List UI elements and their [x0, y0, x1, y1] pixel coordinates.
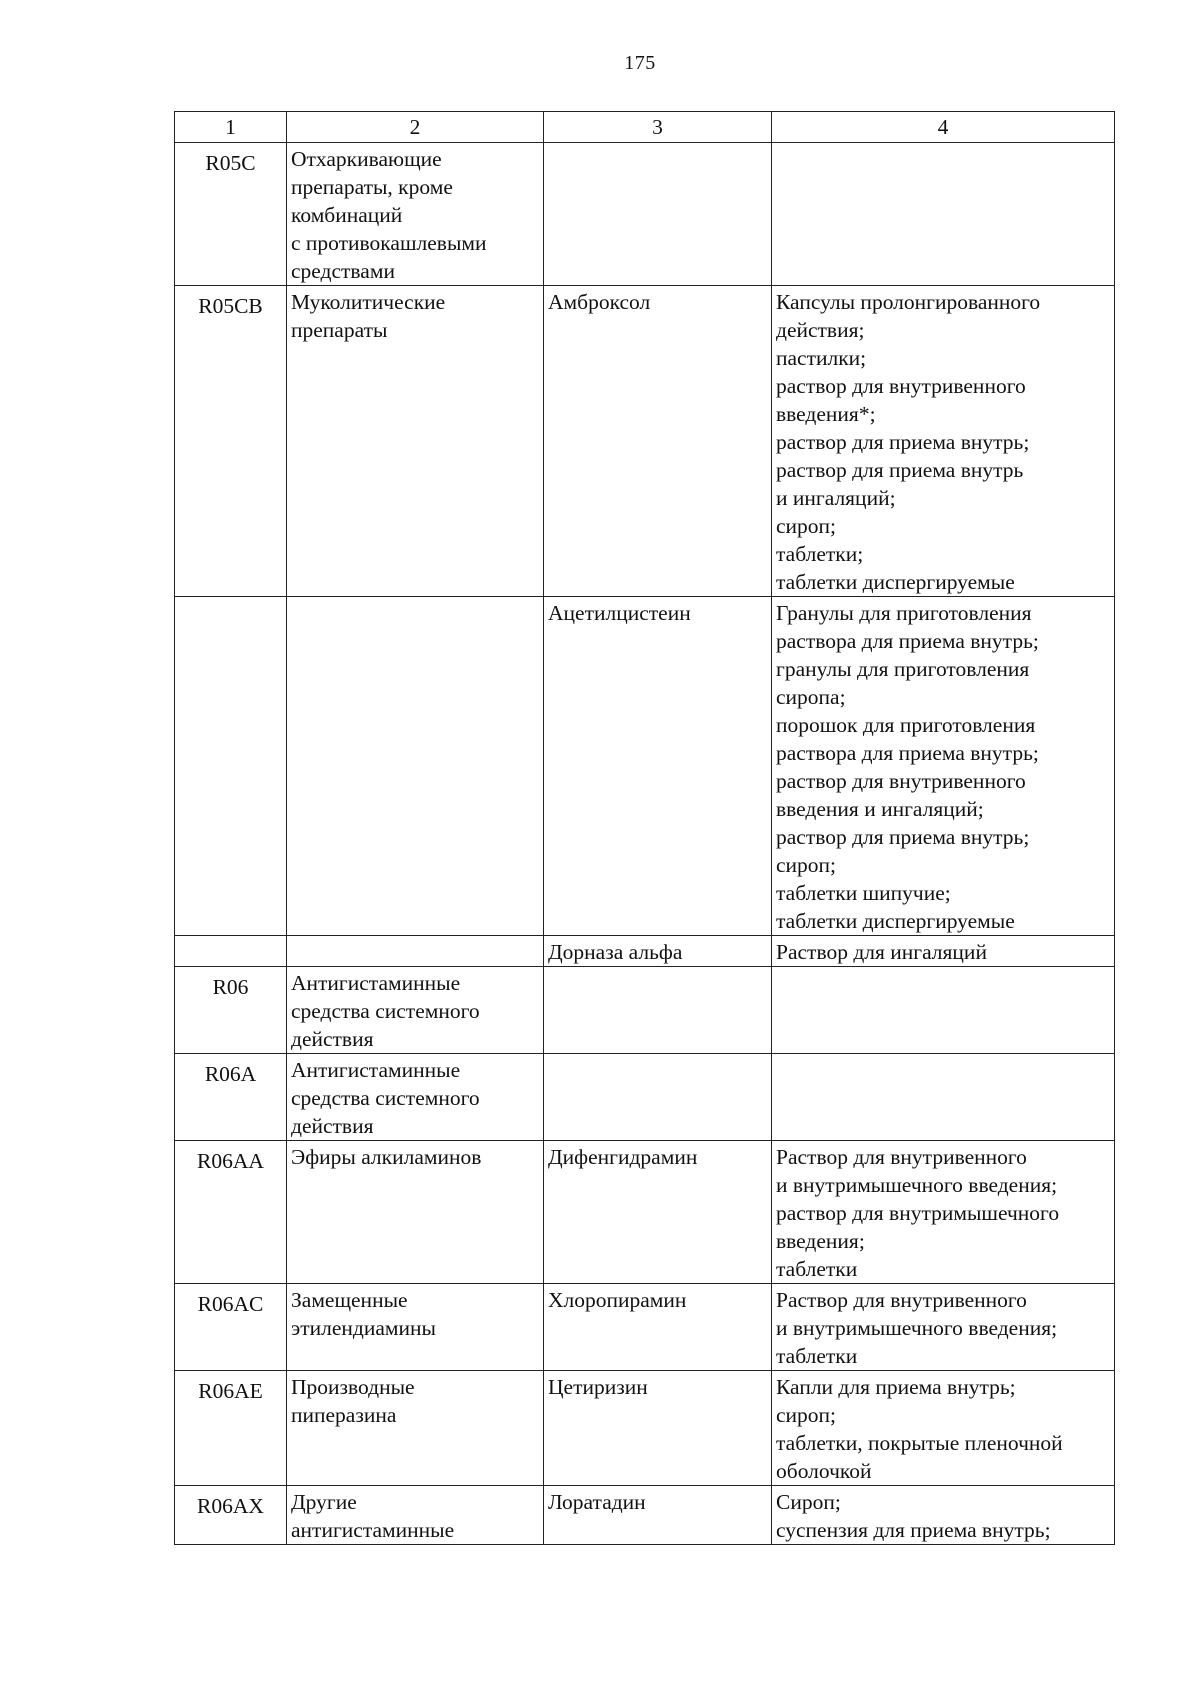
- dosage-forms: [772, 597, 1115, 936]
- form-line: введения и ингаляций;: [776, 797, 984, 821]
- dosage-forms: [772, 143, 1115, 286]
- drug-line: Амброксол: [548, 290, 651, 314]
- form-line: раствора для приема внутрь;: [776, 629, 1039, 653]
- drug-line: Дифенгидрамин: [548, 1145, 698, 1169]
- form-line: и внутримышечного введения;: [776, 1173, 1058, 1197]
- group-line: Замещенные: [291, 1288, 408, 1312]
- form-line: раствор для приема внутрь;: [776, 825, 1030, 849]
- form-line: сироп;: [776, 514, 837, 538]
- dosage-forms: [772, 1054, 1115, 1141]
- dosage-forms: [772, 967, 1115, 1054]
- group-name: [287, 143, 544, 286]
- table-row: [175, 597, 1115, 936]
- form-line: Раствор для внутривенного: [776, 1288, 1027, 1312]
- atc-code: [175, 597, 287, 936]
- group-line: Отхаркивающие: [291, 147, 442, 171]
- group-line: средства системного: [291, 1086, 480, 1110]
- group-name: [287, 1054, 544, 1141]
- form-line: Капсулы пролонгированного: [776, 290, 1041, 314]
- drug-name: [544, 1284, 772, 1371]
- atc-code: R06AE: [175, 1371, 287, 1486]
- drug-name: [544, 1371, 772, 1486]
- group-line: антигистаминные: [291, 1518, 455, 1542]
- form-line: раствор для внутривенного: [776, 374, 1026, 398]
- form-line: пастилки;: [776, 346, 867, 370]
- form-line: таблетки: [776, 1257, 858, 1281]
- table-body: [175, 143, 1115, 1545]
- group-name: [287, 936, 544, 967]
- atc-code: [175, 936, 287, 967]
- form-line: порошок для приготовления: [776, 713, 1036, 737]
- table-header-row: [175, 112, 1115, 143]
- form-line: сиропа;: [776, 685, 846, 709]
- drug-line: Дорназа альфа: [548, 940, 683, 964]
- group-line: Антигистаминные: [291, 1058, 461, 1082]
- group-line: этилендиамины: [291, 1316, 436, 1340]
- dosage-forms: [772, 936, 1115, 967]
- form-line: сироп;: [776, 1403, 837, 1427]
- form-line: таблетки диспергируемые: [776, 909, 1015, 933]
- group-name: [287, 967, 544, 1054]
- dosage-forms: [772, 286, 1115, 597]
- dosage-forms: [772, 1141, 1115, 1284]
- form-line: введения;: [776, 1229, 865, 1253]
- form-line: таблетки шипучие;: [776, 881, 951, 905]
- form-line: и внутримышечного введения;: [776, 1316, 1058, 1340]
- form-line: суспензия для приема внутрь;: [776, 1518, 1051, 1542]
- group-line: Муколитические: [291, 290, 446, 314]
- group-name: [287, 286, 544, 597]
- drug-table: [174, 111, 1115, 1545]
- atc-code: R06A: [175, 1054, 287, 1141]
- form-line: раствор для приема внутрь;: [776, 430, 1030, 454]
- table-row: [175, 143, 1115, 286]
- drug-line: Лоратадин: [548, 1490, 646, 1514]
- group-line: Антигистаминные: [291, 971, 461, 995]
- table-row: [175, 967, 1115, 1054]
- atc-code: R06: [175, 967, 287, 1054]
- group-name: [287, 597, 544, 936]
- drug-name: [544, 143, 772, 286]
- drug-name: [544, 286, 772, 597]
- form-line: раствора для приема внутрь;: [776, 741, 1039, 765]
- form-line: таблетки;: [776, 542, 864, 566]
- form-line: Раствор для внутривенного: [776, 1145, 1027, 1169]
- header-col-1: 1: [175, 112, 287, 143]
- atc-code: R06AA: [175, 1141, 287, 1284]
- form-line: раствор для внутримышечного: [776, 1201, 1060, 1225]
- drug-name: [544, 597, 772, 936]
- atc-code: R06AX: [175, 1486, 287, 1545]
- group-line: Производные: [291, 1375, 415, 1399]
- group-line: комбинаций: [291, 203, 403, 227]
- atc-code: R05CB: [175, 286, 287, 597]
- group-line: средства системного: [291, 999, 480, 1023]
- table-row: [175, 1486, 1115, 1545]
- header-col-4: 4: [772, 112, 1115, 143]
- group-line: Эфиры алкиламинов: [291, 1145, 482, 1169]
- group-line: пиперазина: [291, 1403, 397, 1427]
- group-name: [287, 1141, 544, 1284]
- group-name: [287, 1284, 544, 1371]
- group-name: [287, 1371, 544, 1486]
- dosage-forms: [772, 1371, 1115, 1486]
- form-line: Раствор для ингаляций: [776, 940, 987, 964]
- dosage-forms: [772, 1284, 1115, 1371]
- form-line: Гранулы для приготовления: [776, 601, 1032, 625]
- dosage-forms: [772, 1486, 1115, 1545]
- form-line: оболочкой: [776, 1459, 872, 1483]
- table-row: [175, 936, 1115, 967]
- drug-name: [544, 936, 772, 967]
- atc-code: R06AC: [175, 1284, 287, 1371]
- form-line: сироп;: [776, 853, 837, 877]
- group-line: препараты, кроме: [291, 175, 453, 199]
- form-line: гранулы для приготовления: [776, 657, 1030, 681]
- drug-line: Цетиризин: [548, 1375, 648, 1399]
- form-line: таблетки, покрытые пленочной: [776, 1431, 1063, 1455]
- group-line: действия: [291, 1114, 374, 1138]
- drug-name: [544, 967, 772, 1054]
- form-line: Сироп;: [776, 1490, 841, 1514]
- page-number: 175: [624, 52, 656, 74]
- group-line: препараты: [291, 318, 388, 342]
- drug-name: [544, 1486, 772, 1545]
- group-line: действия: [291, 1027, 374, 1051]
- table-row: [175, 1371, 1115, 1486]
- drug-name: [544, 1054, 772, 1141]
- drug-name: [544, 1141, 772, 1284]
- form-line: Капли для приема внутрь;: [776, 1375, 1016, 1399]
- group-line: Другие: [291, 1490, 357, 1514]
- group-name: [287, 1486, 544, 1545]
- header-col-3: 3: [544, 112, 772, 143]
- header-col-2: 2: [287, 112, 544, 143]
- drug-line: Хлоропирамин: [548, 1288, 687, 1312]
- group-line: средствами: [291, 259, 395, 283]
- table-row: [175, 1141, 1115, 1284]
- form-line: раствор для приема внутрь: [776, 458, 1024, 482]
- form-line: раствор для внутривенного: [776, 769, 1026, 793]
- form-line: таблетки: [776, 1344, 858, 1368]
- table-row: [175, 286, 1115, 597]
- form-line: действия;: [776, 318, 865, 342]
- atc-code: R05C: [175, 143, 287, 286]
- form-line: и ингаляций;: [776, 486, 896, 510]
- table-row: [175, 1284, 1115, 1371]
- group-line: с противокашлевыми: [291, 231, 487, 255]
- drug-line: Ацетилцистеин: [548, 601, 691, 625]
- table-row: [175, 1054, 1115, 1141]
- form-line: таблетки диспергируемые: [776, 570, 1015, 594]
- form-line: введения*;: [776, 402, 876, 426]
